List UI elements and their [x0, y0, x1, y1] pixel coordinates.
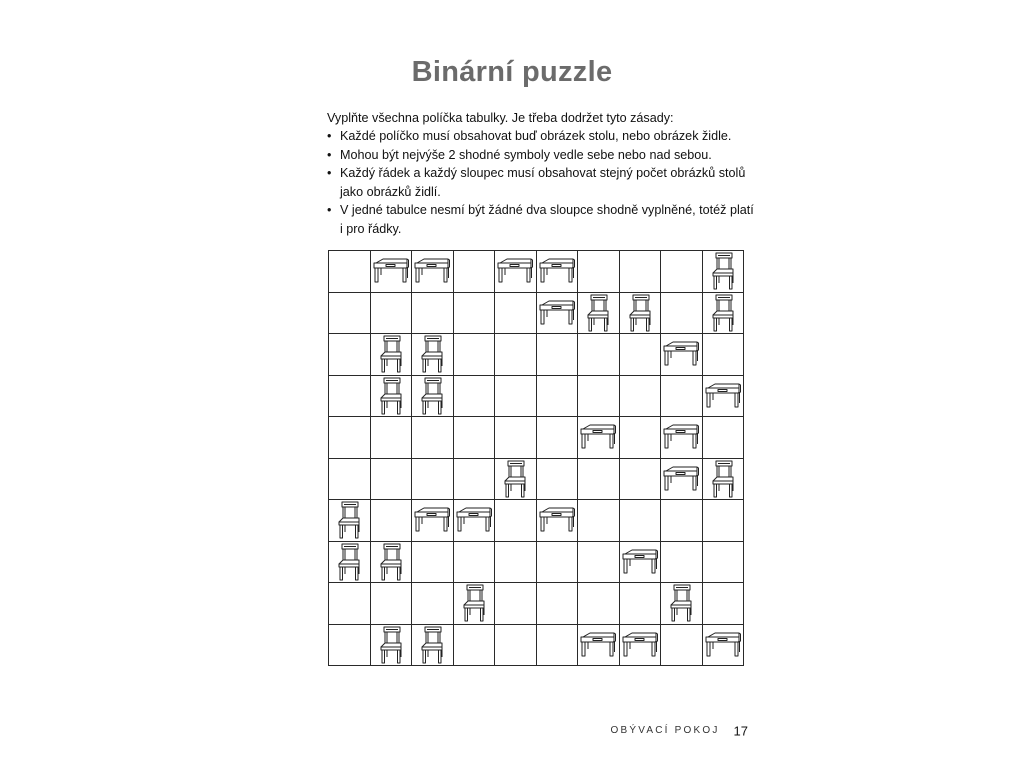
grid-cell[interactable]	[453, 375, 495, 417]
grid-cell[interactable]	[578, 500, 620, 542]
chair-icon	[412, 377, 453, 415]
grid-cell[interactable]	[495, 458, 537, 500]
grid-cell[interactable]	[661, 583, 703, 625]
grid-cell[interactable]	[495, 583, 537, 625]
table-icon	[661, 424, 702, 450]
grid-cell[interactable]	[578, 417, 620, 459]
grid-cell[interactable]	[661, 541, 703, 583]
grid-cell[interactable]	[412, 417, 454, 459]
grid-cell[interactable]	[702, 583, 744, 625]
grid-cell[interactable]	[329, 292, 371, 334]
grid-cell[interactable]	[370, 541, 412, 583]
grid-cell[interactable]	[619, 624, 661, 666]
grid-cell[interactable]	[495, 334, 537, 376]
table-icon	[537, 507, 578, 533]
grid-cell[interactable]	[661, 334, 703, 376]
table-icon	[661, 341, 702, 367]
grid-cell[interactable]	[329, 500, 371, 542]
grid-row	[329, 541, 744, 583]
grid-cell[interactable]	[495, 375, 537, 417]
grid-row	[329, 292, 744, 334]
grid-cell[interactable]	[495, 292, 537, 334]
grid-cell[interactable]	[412, 458, 454, 500]
grid-cell[interactable]	[702, 541, 744, 583]
grid-cell[interactable]	[536, 334, 578, 376]
grid-cell[interactable]	[578, 541, 620, 583]
grid-cell[interactable]	[453, 458, 495, 500]
chair-icon	[703, 294, 744, 332]
grid-cell[interactable]	[578, 292, 620, 334]
grid-cell[interactable]	[370, 292, 412, 334]
grid-cell[interactable]	[412, 624, 454, 666]
table-icon	[620, 632, 661, 658]
grid-cell[interactable]	[661, 500, 703, 542]
chair-icon	[371, 377, 412, 415]
grid-cell[interactable]	[536, 251, 578, 293]
grid-cell[interactable]	[412, 375, 454, 417]
grid-cell[interactable]	[453, 417, 495, 459]
grid-cell[interactable]	[536, 541, 578, 583]
grid-cell[interactable]	[702, 334, 744, 376]
grid-cell[interactable]	[619, 334, 661, 376]
grid-row	[329, 500, 744, 542]
grid-cell[interactable]	[370, 334, 412, 376]
instructions-intro: Vyplňte všechna políčka tabulky. Je třeba dodržet tyto zásady:	[327, 111, 674, 125]
grid-cell[interactable]	[453, 583, 495, 625]
grid-cell[interactable]	[495, 417, 537, 459]
grid-cell[interactable]	[370, 583, 412, 625]
grid-cell[interactable]	[453, 541, 495, 583]
grid-cell[interactable]	[370, 624, 412, 666]
grid-cell[interactable]	[578, 624, 620, 666]
grid-cell[interactable]	[536, 583, 578, 625]
grid-cell[interactable]	[370, 417, 412, 459]
grid-cell[interactable]	[412, 583, 454, 625]
grid-row	[329, 458, 744, 500]
grid-cell[interactable]	[329, 458, 371, 500]
grid-cell[interactable]	[661, 292, 703, 334]
grid-cell[interactable]	[329, 334, 371, 376]
chair-icon	[412, 335, 453, 373]
puzzle-grid	[328, 250, 744, 666]
grid-cell[interactable]	[412, 334, 454, 376]
table-icon	[412, 258, 453, 284]
grid-row	[329, 251, 744, 293]
grid-row	[329, 375, 744, 417]
grid-cell[interactable]	[329, 541, 371, 583]
grid-cell[interactable]	[702, 500, 744, 542]
grid-cell[interactable]	[536, 417, 578, 459]
grid-cell[interactable]	[495, 541, 537, 583]
grid-cell[interactable]	[536, 624, 578, 666]
table-icon	[578, 632, 619, 658]
grid-cell[interactable]	[329, 251, 371, 293]
grid-cell[interactable]	[412, 541, 454, 583]
grid-cell[interactable]	[619, 251, 661, 293]
grid-cell[interactable]	[536, 375, 578, 417]
grid-cell[interactable]	[619, 583, 661, 625]
chair-icon	[661, 584, 702, 622]
rule-item: • Každý řádek a každý sloupec musí obsahovat stejný počet obrázků stolů jako obrázků židlí.	[327, 164, 757, 201]
grid-cell[interactable]	[702, 417, 744, 459]
rule-item: • V jedné tabulce nesmí být žádné dva sloupce shodně vyplněné, totéž platí i pro řádky.	[327, 201, 757, 238]
grid-cell[interactable]	[412, 500, 454, 542]
grid-cell[interactable]	[619, 500, 661, 542]
grid-cell[interactable]	[370, 375, 412, 417]
table-icon	[537, 258, 578, 284]
grid-cell[interactable]	[453, 334, 495, 376]
table-icon	[703, 632, 744, 658]
table-icon	[703, 383, 744, 409]
grid-cell[interactable]	[329, 375, 371, 417]
grid-cell[interactable]	[702, 292, 744, 334]
rule-item: • Každé políčko musí obsahovat buď obrázek stolu, nebo obrázek židle.	[327, 127, 757, 146]
chair-icon	[620, 294, 661, 332]
table-icon	[454, 507, 495, 533]
grid-cell[interactable]	[578, 334, 620, 376]
grid-cell[interactable]	[329, 417, 371, 459]
chair-icon	[412, 626, 453, 664]
chair-icon	[371, 626, 412, 664]
grid-cell[interactable]	[578, 251, 620, 293]
grid-cell[interactable]	[578, 375, 620, 417]
grid-cell[interactable]	[412, 251, 454, 293]
section-name: OBÝVACÍ POKOJ	[610, 725, 720, 737]
chair-icon	[371, 543, 412, 581]
table-icon	[620, 549, 661, 575]
grid-cell[interactable]	[495, 624, 537, 666]
grid-row	[329, 624, 744, 666]
page-number: 17	[733, 723, 748, 739]
grid-cell[interactable]	[661, 458, 703, 500]
rule-item: • Mohou být nejvýše 2 shodné symboly vedle sebe nebo nad sebou.	[327, 146, 757, 165]
chair-icon	[703, 460, 744, 498]
grid-cell[interactable]	[536, 292, 578, 334]
grid-cell[interactable]	[619, 458, 661, 500]
table-icon	[661, 466, 702, 492]
grid-cell[interactable]	[619, 417, 661, 459]
grid-row	[329, 417, 744, 459]
grid-cell[interactable]	[702, 624, 744, 666]
grid-row	[329, 334, 744, 376]
grid-cell[interactable]	[619, 541, 661, 583]
grid-cell[interactable]	[370, 458, 412, 500]
grid-cell[interactable]	[536, 458, 578, 500]
table-icon	[537, 300, 578, 326]
chair-icon	[371, 335, 412, 373]
chair-icon	[578, 294, 619, 332]
table-icon	[371, 258, 412, 284]
grid-cell[interactable]	[453, 292, 495, 334]
grid-cell[interactable]	[329, 583, 371, 625]
chair-icon	[329, 543, 370, 581]
grid-cell[interactable]	[661, 251, 703, 293]
grid-cell[interactable]	[536, 500, 578, 542]
grid-cell[interactable]	[495, 500, 537, 542]
grid-cell[interactable]	[329, 624, 371, 666]
grid-cell[interactable]	[702, 251, 744, 293]
grid-cell[interactable]	[453, 500, 495, 542]
grid-cell[interactable]	[370, 251, 412, 293]
grid-cell[interactable]	[578, 458, 620, 500]
table-icon	[495, 258, 536, 284]
grid-cell[interactable]	[702, 375, 744, 417]
grid-cell[interactable]	[370, 500, 412, 542]
page-footer	[560, 722, 748, 740]
rules-list	[327, 127, 757, 239]
grid-cell[interactable]	[619, 292, 661, 334]
grid-cell[interactable]	[661, 624, 703, 666]
grid-row	[329, 583, 744, 625]
chair-icon	[495, 460, 536, 498]
grid-cell[interactable]	[495, 251, 537, 293]
grid-cell[interactable]	[619, 375, 661, 417]
table-icon	[412, 507, 453, 533]
table-icon	[578, 424, 619, 450]
grid-cell[interactable]	[453, 251, 495, 293]
grid-cell[interactable]	[661, 417, 703, 459]
chair-icon	[454, 584, 495, 622]
chair-icon	[329, 501, 370, 539]
grid-cell[interactable]	[702, 458, 744, 500]
chair-icon	[703, 252, 744, 290]
grid-cell[interactable]	[661, 375, 703, 417]
grid-cell[interactable]	[578, 583, 620, 625]
page-title: Binární puzzle	[411, 56, 613, 88]
grid-cell[interactable]	[412, 292, 454, 334]
grid-cell[interactable]	[453, 624, 495, 666]
